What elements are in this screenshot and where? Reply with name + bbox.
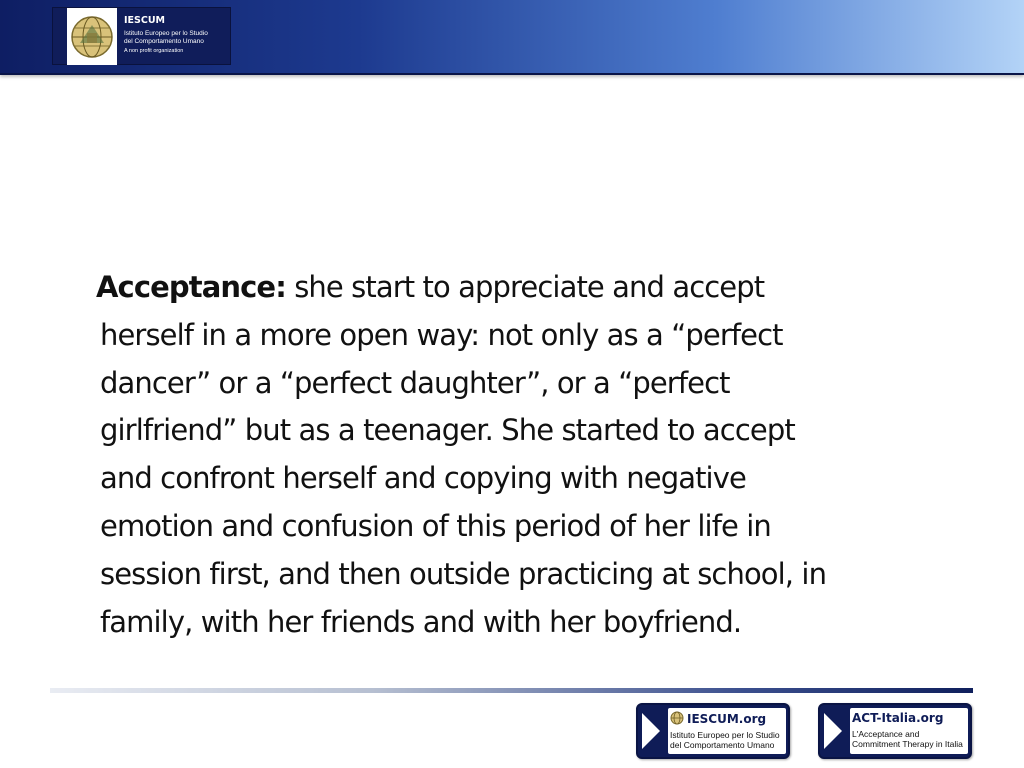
- small-globe-icon: [670, 711, 684, 725]
- badge-title: IESCUM.org: [687, 712, 767, 726]
- header-band: [0, 0, 1024, 75]
- header-logo-note: A non profit organization: [124, 47, 184, 54]
- slide-body-text: [96, 264, 970, 646]
- act-italia-org-badge[interactable]: [818, 703, 972, 759]
- badge-line-1: L'Acceptance and: [852, 729, 920, 739]
- badge-line-2: del Comportamento Umano: [670, 740, 775, 750]
- header-logo-subtitle-line2: del Comportamento Umano: [124, 37, 204, 45]
- badge-line-1: Istituto Europeo per lo Studio: [670, 730, 780, 740]
- badge-title-row: [668, 708, 786, 726]
- iescum-org-badge[interactable]: [636, 703, 790, 759]
- badge-panel: [668, 708, 786, 754]
- globe-emblem-icon: [67, 8, 117, 65]
- header-logo-title: IESCUM: [124, 15, 166, 26]
- badge-panel: [850, 708, 968, 754]
- badge-line-2: Commitment Therapy in Italia: [852, 739, 963, 749]
- footer-rule: [50, 688, 973, 693]
- badge-title: ACT-Italia.org: [852, 711, 944, 725]
- slide-body: she start to appreciate and accept herself in a more open way: not only as a “perfect dancer” or a “perfect daughter”, or a “perfect girlfriend” but as a teenager. She started to accept and confront herself and copying with negative emotion and confusion of this period of her life in session first, and then outside practicing at school, in family, with her friends and with her boyfriend.: [100, 270, 827, 639]
- header-logo-subtitle-line1: Istituto Europeo per lo Studio: [124, 30, 208, 38]
- play-arrow-icon: [642, 713, 660, 749]
- iescum-header-logo[interactable]: [52, 7, 231, 65]
- slide-term: Acceptance:: [96, 270, 286, 304]
- play-arrow-icon: [824, 713, 842, 749]
